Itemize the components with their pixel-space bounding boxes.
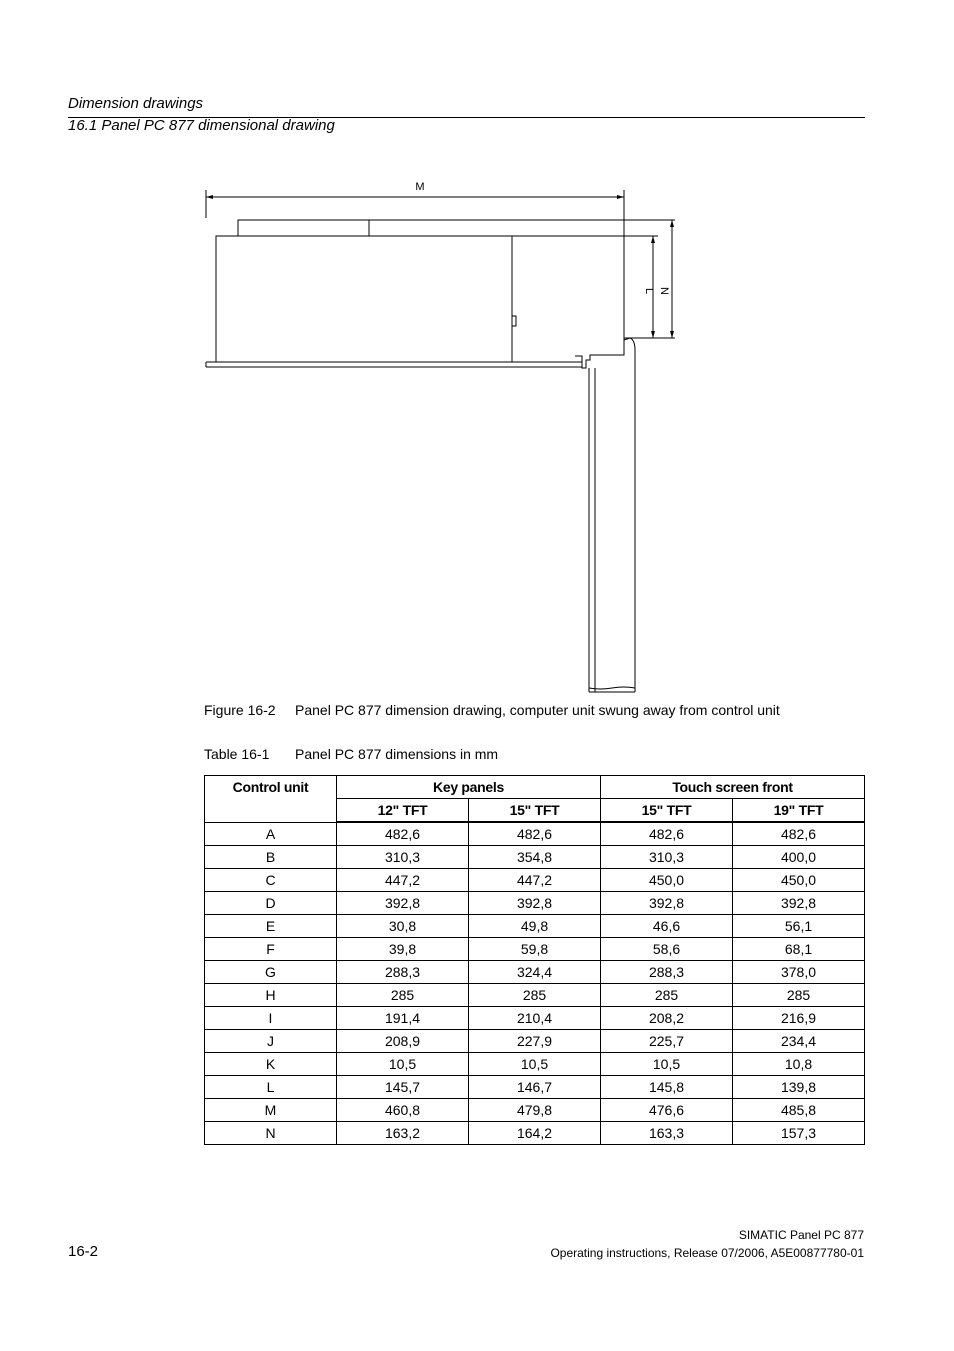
table-cell: 46,6: [601, 915, 733, 938]
table-row: [205, 1122, 865, 1145]
table-cell: A: [205, 822, 337, 846]
table-cell: 10,5: [337, 1053, 469, 1076]
table-cell: B: [205, 846, 337, 869]
table-cell: 285: [469, 984, 601, 1007]
table-cell: 59,8: [469, 938, 601, 961]
table-cell: 310,3: [337, 846, 469, 869]
label-m: M: [415, 181, 425, 193]
panel-back: [630, 338, 635, 692]
table-cell: 145,7: [337, 1076, 469, 1099]
table-cell: 163,3: [601, 1122, 733, 1145]
figure-number: Figure 16-2: [204, 702, 276, 718]
table-cell: H: [205, 984, 337, 1007]
figure-text: Panel PC 877 dimension drawing, computer unit swung away from control unit: [295, 702, 780, 718]
table-cell: 49,8: [469, 915, 601, 938]
dimensions-table: [204, 775, 865, 1145]
housing-body: [216, 236, 512, 362]
table-cell: L: [205, 1076, 337, 1099]
label-l: L: [643, 287, 655, 295]
label-n: N: [658, 287, 670, 295]
section-title: 16.1 Panel PC 877 dimensional drawing: [68, 117, 335, 134]
table-cell: 354,8: [469, 846, 601, 869]
table-cell: 208,2: [601, 1007, 733, 1030]
table-row: [205, 1053, 865, 1076]
page-number: 16-2: [68, 1243, 99, 1260]
table-row: [205, 961, 865, 984]
table-row: [205, 1076, 865, 1099]
table-row: [205, 1007, 865, 1030]
col-key-panels: Key panels: [337, 776, 601, 799]
figure-caption: [204, 702, 780, 718]
table-row: [205, 869, 865, 892]
top-cover: [238, 220, 369, 236]
table-cell: 482,6: [601, 822, 733, 846]
table-cell: 447,2: [337, 869, 469, 892]
col-key-12: 12" TFT: [337, 799, 469, 823]
table-row: [205, 892, 865, 915]
hinge: [575, 338, 630, 368]
table-cell: 285: [601, 984, 733, 1007]
table-cell: N: [205, 1122, 337, 1145]
table-cell: 285: [733, 984, 865, 1007]
table-number: Table 16-1: [204, 746, 270, 762]
table-cell: 482,6: [733, 822, 865, 846]
table-cell: 476,6: [601, 1099, 733, 1122]
table-cell: F: [205, 938, 337, 961]
table-cell: 234,4: [733, 1030, 865, 1053]
table-caption-text: Panel PC 877 dimensions in mm: [295, 746, 499, 762]
table-cell: 392,8: [469, 892, 601, 915]
table-cell: 56,1: [733, 915, 865, 938]
col-control-unit: Control unit: [205, 776, 337, 823]
table-row: [205, 846, 865, 869]
col-touch-screen-front: Touch screen front: [601, 776, 865, 799]
table-cell: 392,8: [601, 892, 733, 915]
col-touch-15: 15" TFT: [601, 799, 733, 823]
table-cell: 208,9: [337, 1030, 469, 1053]
table-cell: 392,8: [733, 892, 865, 915]
table-cell: 479,8: [469, 1099, 601, 1122]
table-cell: 450,0: [601, 869, 733, 892]
table-row: [205, 1099, 865, 1122]
side-tab: [512, 316, 516, 326]
table-cell: K: [205, 1053, 337, 1076]
table-cell: 285: [337, 984, 469, 1007]
table-cell: 157,3: [733, 1122, 865, 1145]
table-cell: 288,3: [337, 961, 469, 984]
table-cell: 227,9: [469, 1030, 601, 1053]
table-cell: 225,7: [601, 1030, 733, 1053]
col-key-15: 15" TFT: [469, 799, 601, 823]
table-cell: 482,6: [469, 822, 601, 846]
table-cell: 392,8: [337, 892, 469, 915]
table-row: [205, 915, 865, 938]
table-cell: 163,2: [337, 1122, 469, 1145]
table-cell: I: [205, 1007, 337, 1030]
table-cell: 288,3: [601, 961, 733, 984]
footer-product: SIMATIC Panel PC 877: [738, 1228, 864, 1242]
chapter-title: Dimension drawings: [68, 95, 204, 112]
table-cell: 68,1: [733, 938, 865, 961]
table-cell: 485,8: [733, 1099, 865, 1122]
table-cell: G: [205, 961, 337, 984]
table-cell: 58,6: [601, 938, 733, 961]
table-cell: D: [205, 892, 337, 915]
table-cell: 210,4: [469, 1007, 601, 1030]
table-cell: 378,0: [733, 961, 865, 984]
table-cell: 191,4: [337, 1007, 469, 1030]
table-cell: 139,8: [733, 1076, 865, 1099]
table-cell: 30,8: [337, 915, 469, 938]
table-row: [205, 984, 865, 1007]
table-cell: 450,0: [733, 869, 865, 892]
table-cell: 447,2: [469, 869, 601, 892]
table-row: [205, 938, 865, 961]
table-caption: [204, 746, 498, 762]
table-cell: M: [205, 1099, 337, 1122]
table-cell: 10,8: [733, 1053, 865, 1076]
table-cell: 145,8: [601, 1076, 733, 1099]
table-cell: 460,8: [337, 1099, 469, 1122]
table-cell: 216,9: [733, 1007, 865, 1030]
table-row: [205, 822, 865, 846]
table-cell: 482,6: [337, 822, 469, 846]
col-touch-19: 19" TFT: [733, 799, 865, 823]
table-cell: C: [205, 869, 337, 892]
table-cell: 310,3: [601, 846, 733, 869]
table-cell: 400,0: [733, 846, 865, 869]
table-cell: 10,5: [601, 1053, 733, 1076]
table-cell: 39,8: [337, 938, 469, 961]
table-row: [205, 1030, 865, 1053]
table-cell: 324,4: [469, 961, 601, 984]
footer-document: Operating instructions, Release 07/2006, A5E00877780-01: [550, 1246, 864, 1260]
table-cell: J: [205, 1030, 337, 1053]
table-cell: 146,7: [469, 1076, 601, 1099]
table-cell: 164,2: [469, 1122, 601, 1145]
table-cell: 10,5: [469, 1053, 601, 1076]
table-cell: E: [205, 915, 337, 938]
